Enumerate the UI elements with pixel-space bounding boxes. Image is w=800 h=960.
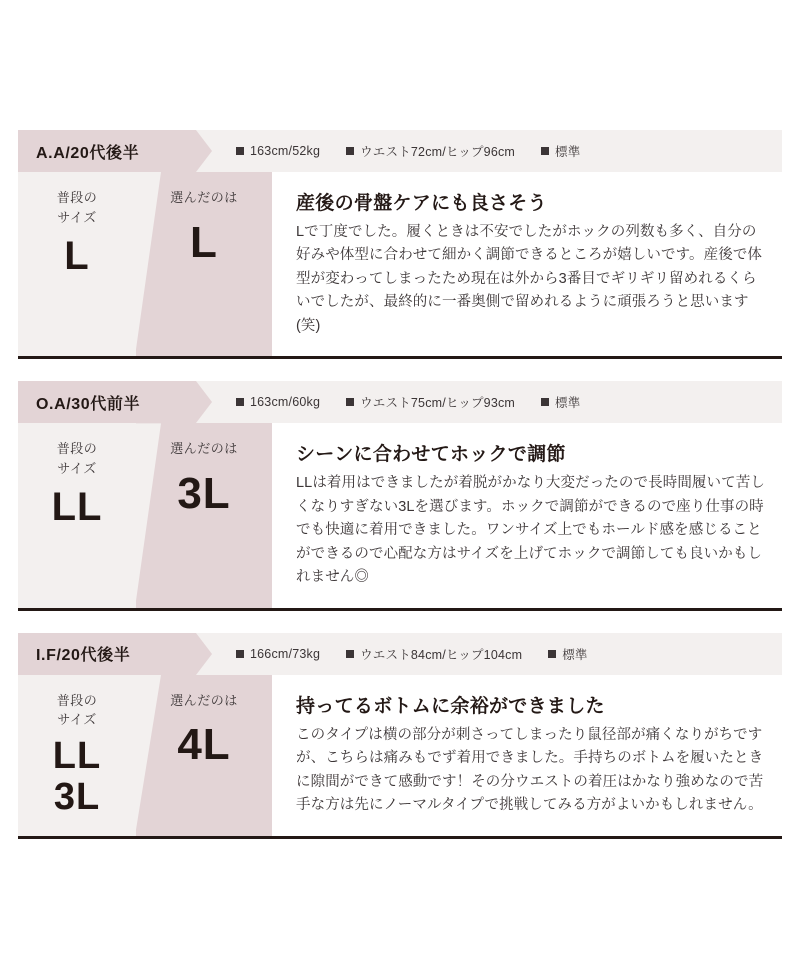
- square-bullet-icon: [548, 650, 556, 658]
- usual-size-value: LL: [51, 485, 103, 530]
- chosen-size-label: 選んだのは: [170, 441, 238, 457]
- review-text-column: [272, 675, 782, 836]
- spec-waist-hip: [346, 142, 515, 160]
- review-card: [18, 130, 782, 359]
- review-card: [18, 381, 782, 610]
- review-body-row: [18, 675, 782, 839]
- usual-size-value-line2: 3L: [53, 775, 101, 818]
- spec-waist-hip: [346, 393, 515, 411]
- spec-value: 標準: [562, 647, 588, 662]
- review-body-row: [18, 423, 782, 610]
- review-title: 産後の骨盤ケアにも良さそう: [296, 193, 547, 214]
- chosen-size-value: 3L: [177, 468, 231, 518]
- square-bullet-icon: [541, 147, 549, 155]
- spec-height-weight: [236, 144, 320, 158]
- review-body-row: [18, 172, 782, 359]
- chosen-size-label: 選んだのは: [170, 692, 238, 708]
- spec-value: 166cm/73kg: [250, 646, 321, 661]
- usual-size-label: [18, 691, 136, 730]
- spec-build: [548, 645, 587, 663]
- spec-value: ウエスト75cm/ヒップ93cm: [360, 396, 516, 411]
- spec-value: 標準: [555, 396, 581, 411]
- review-text: このタイプは横の部分が刺さってしまったり鼠径部が痛くなりがちですが、こちらは痛みもでず着用できました。手持ちのボトムを履いたときに隙間ができて感動です！その分ウエストの着圧はかなり強めなので苦手な方は先にノーマルタイプで挑戦してみる方がよいかもしれません。: [296, 726, 764, 814]
- reviewer-specs: [196, 633, 782, 675]
- review-text-column: [272, 172, 782, 356]
- square-bullet-icon: [236, 650, 244, 658]
- square-bullet-icon: [346, 650, 354, 658]
- review-text: LLは着用はできましたが着脱がかなり大変だったので長時間履いて苦しくなりすぎない3Lを選びます。ホックで調節ができるので座り仕事の時でも快適に着用できました。ワンサイズ上でもホールド感を感じることができるので心配な方はサイズを上げてホックで調節しても良いかもしれません◎: [296, 475, 765, 586]
- usual-size-column: [18, 172, 136, 356]
- reviewer-specs: [196, 130, 782, 172]
- usual-size-label-line1: 普段の: [56, 441, 98, 457]
- review-title: 持ってるボトムに余裕ができました: [296, 695, 605, 717]
- reviewer-name: I.F/20代後半: [18, 633, 196, 675]
- reviewer-name: O.A/30代前半: [18, 381, 196, 423]
- spec-height-weight: [236, 395, 320, 409]
- usual-size-value-line1: LL: [52, 734, 102, 777]
- review-header: [18, 130, 782, 172]
- chosen-size-column: [136, 423, 272, 607]
- chosen-size-column: [136, 675, 272, 836]
- spec-value: ウエスト84cm/ヒップ104cm: [360, 647, 523, 662]
- square-bullet-icon: [346, 398, 354, 406]
- spec-waist-hip: [346, 645, 522, 663]
- usual-size-label: [18, 188, 136, 227]
- usual-size-value: [18, 736, 136, 818]
- usual-size-label: [18, 439, 136, 478]
- reviewer-name: A.A/20代後半: [18, 130, 196, 172]
- chosen-size-label: 選んだのは: [170, 190, 238, 205]
- review-card: [18, 633, 782, 839]
- square-bullet-icon: [236, 147, 244, 155]
- spec-build: [541, 393, 580, 411]
- review-title: シーンに合わせてホックで調節: [296, 444, 566, 466]
- spec-value: 163cm/52kg: [250, 144, 321, 158]
- review-text-column: [272, 423, 782, 607]
- review-header: [18, 633, 782, 675]
- usual-size-label-line2: サイズ: [57, 209, 97, 225]
- usual-size-label-line1: 普段の: [56, 190, 98, 205]
- chosen-size-value: L: [190, 217, 218, 267]
- spec-height-weight: [236, 647, 320, 661]
- chosen-size-value: 4L: [177, 720, 231, 770]
- spec-build: [541, 142, 580, 160]
- usual-size-column: [18, 423, 136, 607]
- review-text: Lで丁度でした。履くときは不安でしたがホックの列数も多く、自分の好みや体型に合わせて細かく調節できるところが嬉しいです。産後で体型が変わってしまったため現在は外から3番目でギリギリ留めれるくらいでしたが、最終的に一番奥側で留めれるように頑張ろうと思います(笑): [296, 224, 763, 334]
- chosen-size-column: [136, 172, 272, 356]
- square-bullet-icon: [236, 398, 244, 406]
- usual-size-label-line1: 普段の: [56, 692, 98, 708]
- square-bullet-icon: [346, 147, 354, 155]
- usual-size-label-line2: サイズ: [57, 460, 97, 476]
- square-bullet-icon: [541, 398, 549, 406]
- spec-value: 163cm/60kg: [250, 395, 321, 410]
- usual-size-column: [18, 675, 136, 836]
- usual-size-value: L: [64, 234, 90, 278]
- spec-value: ウエスト72cm/ヒップ96cm: [360, 145, 516, 159]
- reviewer-specs: [196, 381, 782, 423]
- review-header: [18, 381, 782, 423]
- usual-size-label-line2: サイズ: [57, 712, 97, 728]
- spec-value: 標準: [555, 145, 581, 159]
